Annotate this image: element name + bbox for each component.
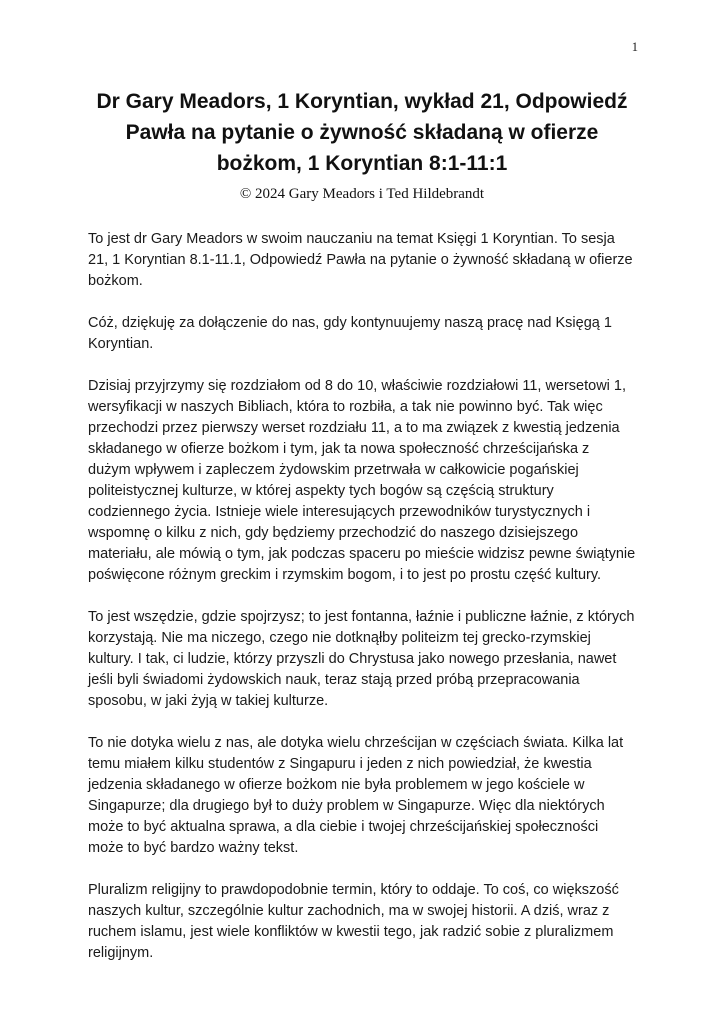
paragraph: Pluralizm religijny to prawdopodobnie termin, który to oddaje. To coś, co większość naszych kultur, szczególnie kultur zachodnich, ma w swojej historii. A dziś, wraz z ruchem islamu, jest wiele konfliktów w kwestii tego, jak radzić sobie z pluralizmem religijnym. — [88, 882, 619, 961]
paragraph: To jest dr Gary Meadors w swoim nauczaniu na temat Księgi 1 Koryntian. To sesja 21, 1 Koryntian 8.1-11.1, Odpowiedź Pawła na pytanie o żywność składaną w ofierze bożkom. — [88, 231, 633, 289]
page-number: 1 — [631, 40, 638, 54]
paragraph: To jest wszędzie, gdzie spojrzysz; to jest fontanna, łaźnie i publiczne łaźnie, z których korzystają. Nie ma niczego, czego nie dotknąłby politeizm tej grecko-rzymskiej kultury. I tak, ci ludzie, którzy przyszli do Chrystusa jako nowego przesłania, nawet jeśli byli świadomi żydowskich nauk, teraz stają przed próbą przepracowania sposobu, w jaki żyją w takiej kulturze. — [88, 609, 635, 709]
paragraph: Dzisiaj przyjrzymy się rozdziałom od 8 do 10, właściwie rozdziałowi 11, wersetowi 1, wersyfikacji w naszych Bibliach, która to rozbiła, a tak nie powinno być. Tak więc przechodzi przez pierwszy werset rozdziału 11, a to ma związek z kwestią jedzenia składanego w ofierze bożkom i tym, jak ta nowa społeczność chrześcijańska z dużym wpływem i zapleczem żydowskim przetrwała w całkowicie pogańskiej politeistycznej kulturze, w której aspekty tych bogów są częścią struktury codziennego życia. Istnieje wiele interesujących przewodników turystycznych i wspomnę o kilku z nich, gdy będziemy przechodzić do naszego dzisiejszego materiału, ale mówią o tym, jak podczas spaceru po mieście widzisz pewne świątynie poświęcone różnym greckim i rzymskim bogom, i to jest po prostu część kultury. — [88, 378, 636, 583]
paragraph: To nie dotyka wielu z nas, ale dotyka wielu chrześcijan w częściach świata. Kilka lat temu miałem kilku studentów z Singapuru i jeden z nich powiedział, że kwestia jedzenia składanego w ofierze bożkom nie była problemem w jego kościele w Singapurze; dla drugiego był to duży problem w Singapurze. Więc dla niektórych może to być aktualna sprawa, a dla ciebie i twojej chrześcijańskiej społeczności może to być bardzo ważny tekst. — [88, 735, 624, 856]
paragraph: Cóż, dziękuję za dołączenie do nas, gdy kontynuujemy naszą pracę nad Księgą 1 Koryntian. — [88, 315, 612, 352]
document-body — [88, 229, 636, 964]
copyright-line: © 2024 Gary Meadors i Ted Hildebrandt — [239, 186, 485, 202]
document-title: Dr Gary Meadors, 1 Koryntian, wykład 21, Odpowiedź Pawła na pytanie o żywność składaną w ofierze bożkom, 1 Koryntian 8:1-11:1 — [96, 90, 628, 175]
